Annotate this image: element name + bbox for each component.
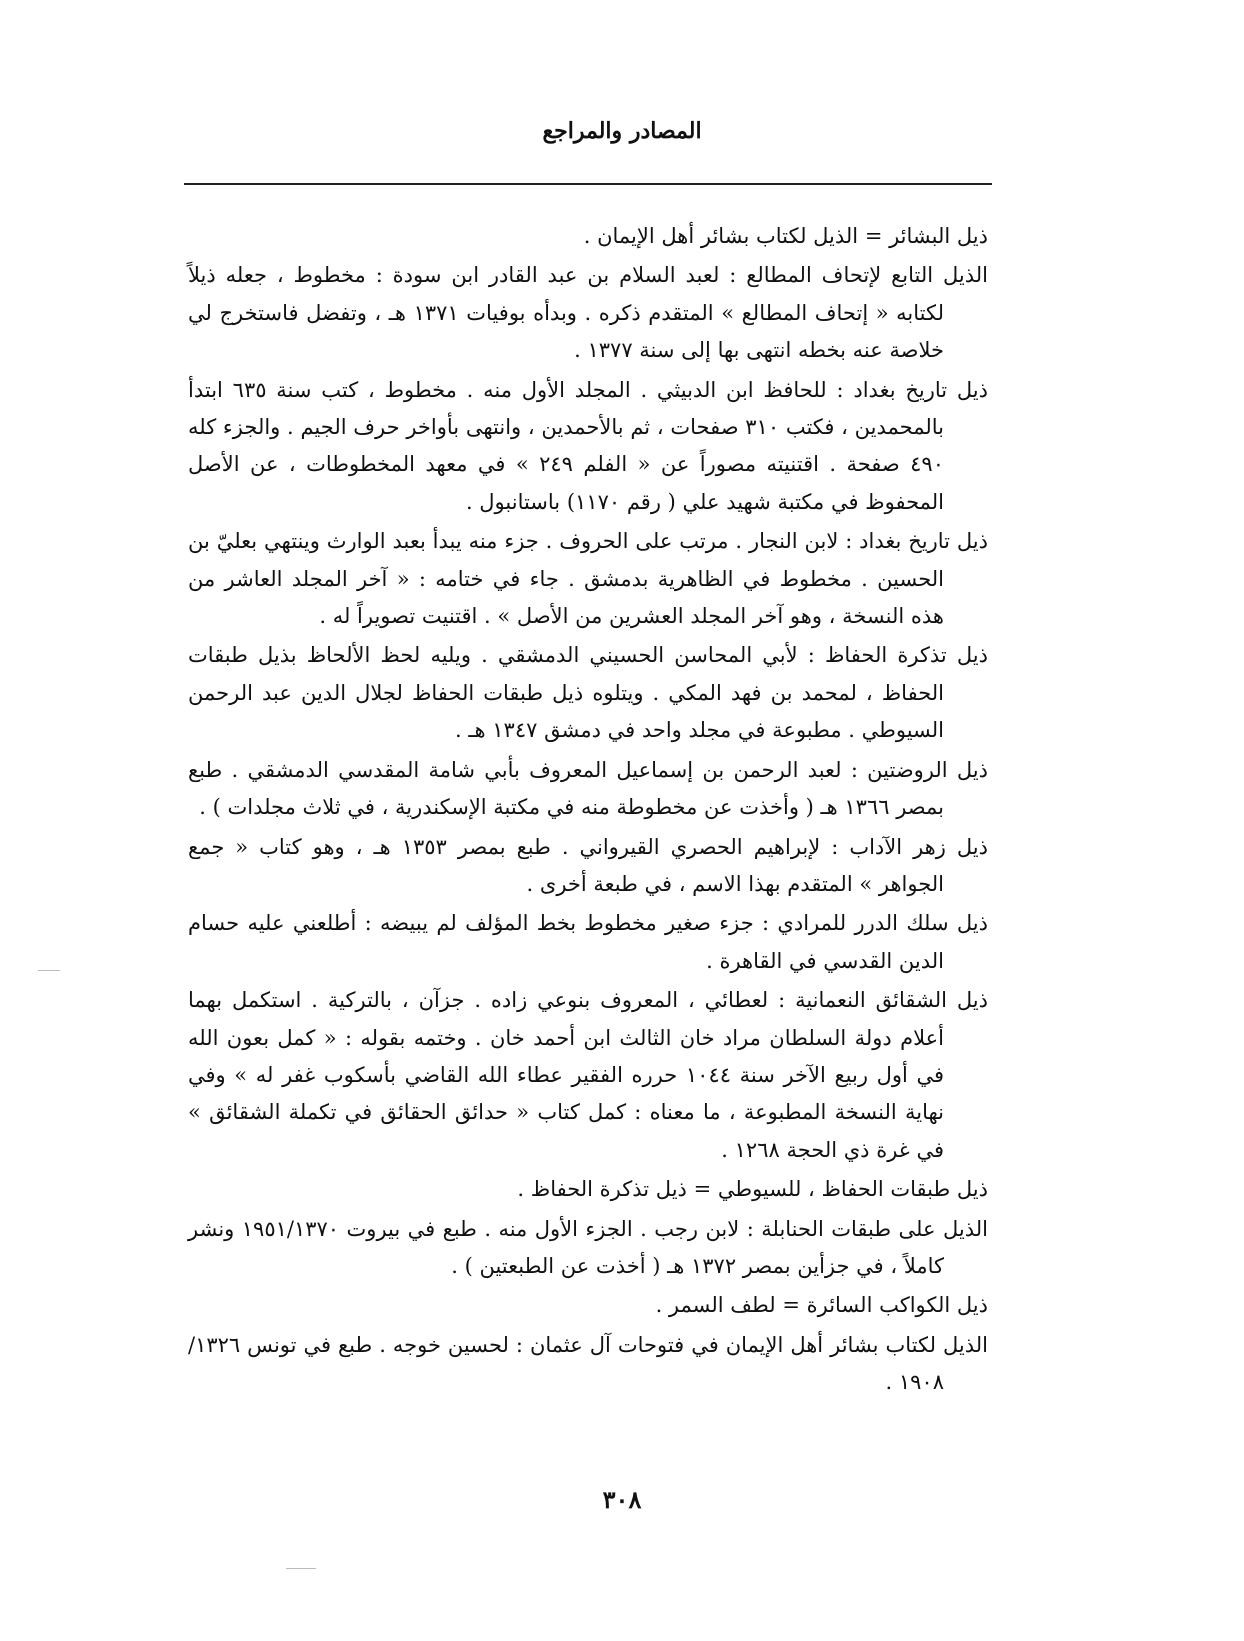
bibliography-entry: ذيل سلك الدرر للمرادي : جزء صغير مخطوط بخط المؤلف لم يبيضه : أطلعني عليه حسام الدين القدسي في القاهرة . — [188, 911, 988, 973]
bibliography-entry: ذيل الروضتين : لعبد الرحمن بن إسماعيل المعروف بأبي شامة المقدسي الدمشقي . طبع بمصر ١٣٦٦ هـ ( وأخذت عن مخطوطة منه في مكتبة الإسكندرية ، في ثلاث مجلدات ) . — [188, 757, 988, 820]
bibliography-entry: ذيل الشقائق النعمانية : لعطائي ، المعروف بنوعي زاده . جزآن ، بالتركية . استكمل بهما أعلام دولة السلطان مراد خان الثالث ابن أحمد خان . وختمه بقوله : « كمل بعون الله في أول ربيع الآخر سنة ١٠٤٤ حرره الفقير عطاء الله القاضي بأسكوب غفر له » وفي نهاية النسخة المطبوعة ، ما معناه : كمل كتاب « حدائق الحقائق في تكملة الشقائق » في غرة ذي الحجة ١٢٦٨ . — [188, 988, 988, 1162]
bibliography-entry: الذيل لكتاب بشائر أهل الإيمان في فتوحات آل عثمان : لحسين خوجه . طبع في تونس ١٣٢٦/ ١٩٠٨ . — [188, 1332, 988, 1395]
bibliography-list — [188, 218, 988, 1402]
bibliography-entry: ذيل طبقات الحفاظ ، للسيوطي = ذيل تذكرة الحفاظ . — [517, 1177, 988, 1202]
margin-mark — [286, 1568, 316, 1569]
margin-mark — [38, 970, 60, 971]
bibliography-entry: الذيل على طبقات الحنابلة : لابن رجب . الجزء الأول منه . طبع في بيروت ١٩٥١/١٣٧٠ ونشر كاملاً ، في جزأين بمصر ١٣٧٢ هـ ( أخذت عن الطبعتين ) . — [188, 1216, 988, 1278]
bibliography-entry: ذيل تاريخ بغداد : للحافظ ابن الدبيثي . المجلد الأول منه . مخطوط ، كتب سنة ٦٣٥ ابتدأ بالمحمدين ، فكتب ٣١٠ صفحات ، ثم بالأحمدين ، وانتهى بأواخر حرف الجيم . والجزء كله ٤٩٠ صفحة . اقتنيته مصوراً عن « الفلم ٢٤٩ » في معهد المخطوطات ، عن الأصل المحفوظ في مكتبة شهيد علي ( رقم ١١٧٠) باستانبول . — [188, 377, 988, 514]
bibliography-entry: ذيل الكواكب السائرة = لطف السمر . — [655, 1293, 988, 1318]
bibliography-entry: ذيل تاريخ بغداد : لابن النجار . مرتب على الحروف . جزء منه يبدأ بعبد الوارث وينتهي بعليّ بن الحسين . مخطوط في الظاهرية بدمشق . جاء في ختامه : « آخر المجلد العاشر من هذه النسخة ، وهو آخر المجلد العشرين من الأصل » . اقتنيت تصويراً له . — [188, 529, 988, 629]
bibliography-entry: الذيل التابع لإتحاف المطالع : لعبد السلام بن عبد القادر ابن سودة : مخطوط ، جعله ذيلاً لكتابه « إتحاف المطالع » المتقدم ذكره . وبدأه بوفيات ١٣٧١ هـ ، وتفضل فاستخرج لي خلاصة عنه بخطه انتهى بها إلى سنة ١٣٧٧ . — [188, 263, 988, 363]
bibliography-entry: ذيل زهر الآداب : لإبراهيم الحصري القيرواني . طبع بمصر ١٣٥٣ هـ ، وهو كتاب « جمع الجواهر » المتقدم بهذا الاسم ، في طبعة أخرى . — [188, 834, 988, 896]
header-divider — [184, 183, 992, 185]
bibliography-entry: ذيل البشائر = الذيل لكتاب بشائر أهل الإيمان . — [583, 224, 988, 248]
page-header: المصادر والمراجع — [542, 118, 702, 144]
bibliography-entry: ذيل تذكرة الحفاظ : لأبي المحاسن الحسيني الدمشقي . ويليه لحظ الألحاظ بذيل طبقات الحفاظ ، لمحمد بن فهد المكي . ويتلوه ذيل طبقات الحفاظ لجلال الدين عبد الرحمن السيوطي . مطبوعة في مجلد واحد في دمشق ١٣٤٧ هـ . — [188, 643, 988, 743]
page-number: ٣٠٨ — [602, 1485, 642, 1514]
